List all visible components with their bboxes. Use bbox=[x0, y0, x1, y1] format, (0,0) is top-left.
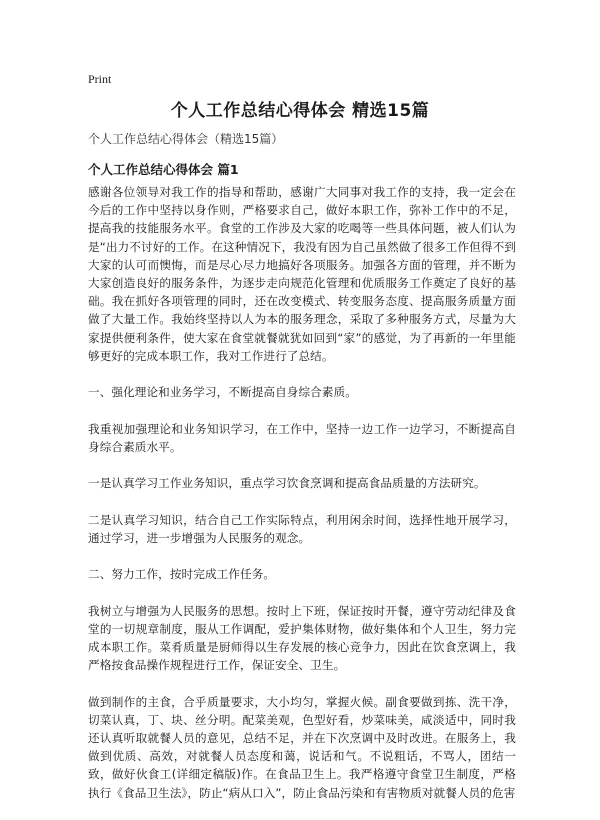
body-paragraph: 我重视加强理论和业务知识学习，在工作中，坚持一边工作一边学习，不断提高自身综合素质水平。 bbox=[88, 421, 516, 454]
body-paragraph: 二、努力工作，按时完成工作任务。 bbox=[88, 567, 276, 582]
document-subtitle: 个人工作总结心得体会（精选15篇） bbox=[88, 132, 284, 146]
print-link[interactable]: Print bbox=[88, 72, 112, 86]
body-paragraph: 感谢各位领导对我工作的指导和帮助，感谢广大同事对我工作的支持，我一定会在今后的工作中坚持以身作则，严格要求自己，做好本职工作，弥补工作中的不足，提高我的技能服务水平。食堂的工作涉及大家的吃喝等一些具体问题，被人们认为是“出力不讨好的工作。在这种情况下，我没有因为自己虽然做了很多工作但得不到大家的认可而懊悔，而是尽心尽力地搞好各项服务。加强各方面的管理，并不断为大家创造良好的服务条件，为逐步走向规范化管理和优质服务工作奠定了良好的基础。我在抓好各项管理的同时，还在改变模式、转变服务态度、提高服务质量方面做了大量工作。我始终坚持以人为本的服务理念，采取了多种服务方式，尽量为大家提供便利条件，使大家在食堂就餐就犹如回到“家”的感觉，为了再新的一年里能够更好的完成本职工作，我对工作进行了总结。 bbox=[88, 185, 516, 363]
document-body bbox=[88, 183, 516, 820]
section-heading: 个人工作总结心得体会 篇1 bbox=[88, 162, 239, 177]
document-title: 个人工作总结心得体会 精选15篇 bbox=[170, 101, 430, 121]
body-paragraph: 一、强化理论和业务学习，不断提高自身综合素质。 bbox=[88, 385, 357, 400]
body-paragraph: 一是认真学习工作业务知识，重点学习饮食烹调和提高食品质量的方法研究。 bbox=[88, 476, 486, 491]
body-paragraph: 我树立与增强为人民服务的思想。按时上下班，保证按时开餐，遵守劳动纪律及食堂的一切规章制度，服从工作调配，爱护集体财物，做好集体和个人卫生，努力完成本职工作。菜肴质量是厨师得以生存发展的核心竞争力，因此在饮食烹调上，我严格按食品操作规程进行工作，保证安全、卫生。 bbox=[88, 603, 516, 673]
body-paragraph: 二是认真学习知识，结合自己工作实际特点，利用闲余时间，选择性地开展学习，通过学习，进一步增强为人民服务的观念。 bbox=[88, 512, 516, 545]
body-paragraph: 做到制作的主食，合乎质量要求，大小均匀，掌握火候。副食要做到拣、洗干净，切菜认真，丁、块、丝分明。配菜美观，色型好看，炒菜味美，咸淡适中，同时我还认真听取就餐人员的意见，总结不足，并在下次烹调中及时改进。在服务上，我做到优质、高效，对就餐人员态度和蔼，说话和气。不说粗话，不骂人，团结一致，做好伙食工(详细定稿版)作。在食品卫生上。我严格遵守食堂卫生制度，严格执行《食品卫生法》，防止“病从口入”，防止食品污染和有害物质对就餐人员的危害 bbox=[88, 694, 516, 800]
